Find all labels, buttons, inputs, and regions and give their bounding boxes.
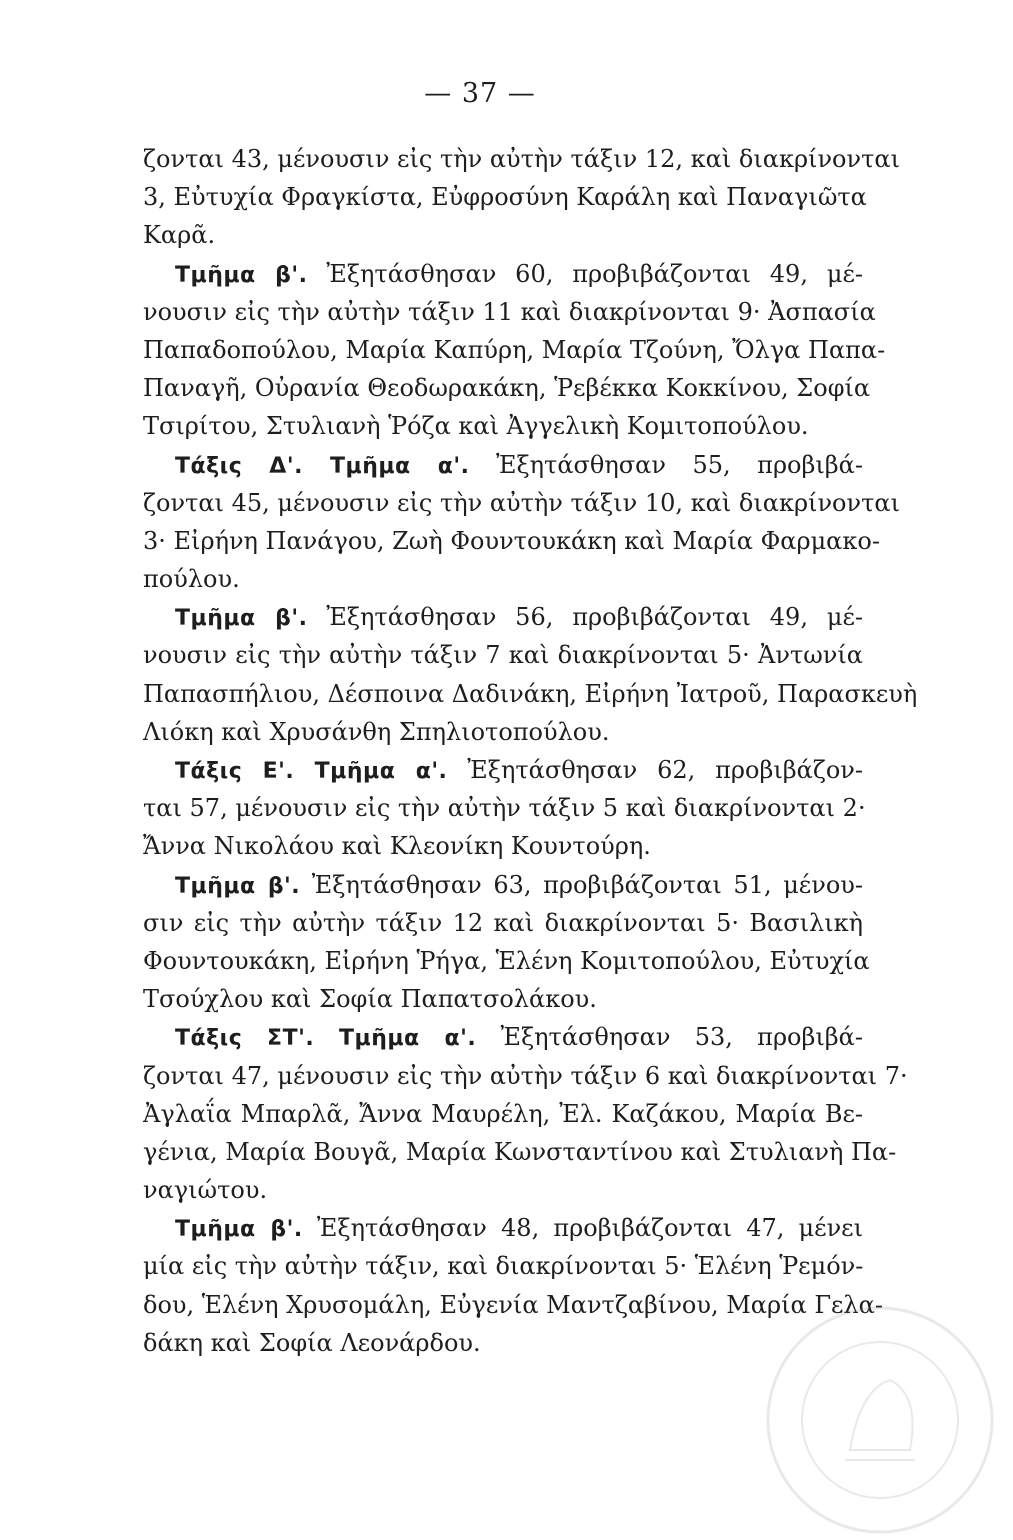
section-heading: Τάξις ΣΤ'. Τμῆμα α'. bbox=[175, 1026, 477, 1052]
text-line bbox=[143, 636, 863, 674]
text-line bbox=[143, 751, 863, 789]
text-line bbox=[143, 216, 863, 254]
text-line bbox=[143, 980, 863, 1018]
line-text: 3, Εὐτυχία Φραγκίστα, Εὐφροσύνη Καράλη καὶ Παναγιῶτα bbox=[143, 183, 867, 212]
text-line bbox=[143, 407, 863, 445]
line-text: γένια, Μαρία Βουγᾶ, Μαρία Κωνσταντίνου καὶ Στυλιανὴ Πα- bbox=[143, 1137, 897, 1166]
line-text: Τσιρίτου, Στυλιανὴ Ῥόζα καὶ Ἀγγελικὴ Κομιτοπούλου. bbox=[143, 412, 809, 441]
text-line bbox=[143, 904, 863, 942]
text-line bbox=[143, 1286, 883, 1324]
text-line bbox=[143, 522, 880, 560]
text-line bbox=[143, 942, 870, 980]
text-line bbox=[143, 789, 866, 827]
text-line bbox=[143, 713, 863, 751]
line-text: ζονται 45, μένουσιν εἰς τὴν αὐτὴν τάξιν 10, καὶ διακρίνονται bbox=[143, 488, 900, 517]
line-text: νουσιν εἰς τὴν αὐτὴν τάξιν 11 καὶ διακρίνονται 9· Ἀσπασία bbox=[143, 297, 876, 326]
text-line bbox=[143, 1095, 863, 1133]
line-text: δου, Ἑλένη Χρυσομάλη, Εὐγενία Μαντζαβίνου, Μαρία Γελα- bbox=[143, 1290, 883, 1319]
text-line bbox=[143, 1171, 863, 1209]
line-text: πούλου. bbox=[143, 565, 240, 594]
page-number: — 37 — bbox=[424, 78, 536, 109]
line-text: Ἀγλαΐα Μπαρλᾶ, Ἄννα Μαυρέλη, Ἐλ. Καζάκου, Μαρία Βε- bbox=[143, 1099, 863, 1128]
text-line bbox=[143, 827, 863, 865]
line-text: Ἐξητάσθησαν 56, προβιβάζονται 49, μέ- bbox=[326, 603, 863, 632]
line-text: Λιόκη καὶ Χρυσάνθη Σπηλιοτοπούλου. bbox=[143, 717, 610, 746]
text-line bbox=[143, 293, 876, 331]
line-text: Ἐξητάσθησαν 60, προβιβάζονται 49, μέ- bbox=[326, 259, 863, 288]
text-line bbox=[143, 140, 900, 178]
line-text: Ἐξητάσθησαν 63, προβιβάζονται 51, μένου- bbox=[311, 870, 863, 899]
text-line bbox=[143, 369, 871, 407]
line-text: μία εἰς τὴν αὐτὴν τάξιν, καὶ διακρίνονται 5· Ἑλένη Ῥεμόν- bbox=[143, 1252, 864, 1281]
text-line bbox=[143, 484, 900, 522]
section-heading: Τμῆμα β'. bbox=[175, 262, 308, 288]
line-text: Καρᾶ. bbox=[143, 221, 216, 250]
line-text: Παπασπήλιου, Δέσποινα Δαδινάκη, Εἰρήνη Ἰατροῦ, Παρασκευὴ bbox=[143, 679, 918, 708]
text-line bbox=[143, 598, 863, 636]
line-text: Παπαδοπούλου, Μαρία Καπύρη, Μαρία Τζούνη, Ὄλγα Παπα- bbox=[143, 335, 886, 364]
line-text: Φουντουκάκη, Εἰρήνη Ῥήγα, Ἑλένη Κομιτοπούλου, Εὐτυχία bbox=[143, 946, 870, 975]
section-heading: Τμῆμα β'. bbox=[175, 873, 301, 899]
section-heading: Τμῆμα β'. bbox=[175, 1217, 303, 1243]
line-text: ζονται 43, μένουσιν εἰς τὴν αὐτὴν τάξιν 12, καὶ διακρίνονται bbox=[143, 145, 900, 173]
line-text: νουσιν εἰς τὴν αὐτὴν τάξιν 7 καὶ διακρίνονται 5· Ἀντωνία bbox=[143, 641, 863, 670]
text-line bbox=[143, 1247, 863, 1285]
text-line bbox=[143, 255, 863, 293]
text-line bbox=[143, 675, 918, 713]
line-text: ται 57, μένουσιν εἰς τὴν αὐτὴν τάξιν 5 καὶ διακρίνονται 2· bbox=[143, 794, 866, 823]
line-text: Ἐξητάσθησαν 55, προβιβά- bbox=[495, 450, 863, 479]
line-text: Τσούχλου καὶ Σοφία Παπατσολάκου. bbox=[143, 985, 597, 1014]
text-line bbox=[143, 1324, 863, 1362]
line-text: Ἐξητάσθησαν 53, προβιβά- bbox=[500, 1023, 863, 1052]
text-line bbox=[143, 1018, 863, 1056]
text-line bbox=[143, 178, 867, 216]
body-text bbox=[143, 140, 918, 1362]
line-text: ζονται 47, μένουσιν εἰς τὴν αὐτὴν τάξιν 6 καὶ διακρίνονται 7· bbox=[143, 1061, 908, 1090]
section-heading: Τάξις Ε'. Τμῆμα α'. bbox=[175, 759, 448, 784]
text-line bbox=[143, 866, 863, 904]
text-line bbox=[143, 1133, 897, 1171]
text-line bbox=[143, 1057, 908, 1095]
line-text: Ἄννα Νικολάου καὶ Κλεονίκη Κουντούρη. bbox=[143, 832, 651, 861]
section-heading: Τάξις Δ'. Τμῆμα α'. bbox=[175, 453, 470, 479]
university-seal-watermark-icon bbox=[760, 1300, 1000, 1540]
line-text: 3· Εἰρήνη Πανάγου, Ζωὴ Φουντουκάκη καὶ Μαρία Φαρμακο- bbox=[143, 526, 880, 555]
text-line bbox=[143, 331, 886, 369]
text-line bbox=[143, 560, 863, 598]
line-text: δάκη καὶ Σοφία Λεονάρδου. bbox=[143, 1328, 481, 1357]
text-line bbox=[143, 1209, 863, 1247]
line-text: Ἐξητάσθησαν 62, προβιβάζον- bbox=[467, 756, 863, 784]
section-heading: Τμῆμα β'. bbox=[175, 606, 308, 632]
line-text: σιν εἰς τὴν αὐτὴν τάξιν 12 καὶ διακρίνονται 5· Βασιλικὴ bbox=[143, 908, 863, 937]
line-text: Παναγῆ, Οὐρανία Θεοδωρακάκη, Ῥεβέκκα Κοκκίνου, Σοφία bbox=[143, 374, 871, 403]
line-text: Ἐξητάσθησαν 48, προβιβάζονται 47, μένει bbox=[316, 1214, 863, 1243]
text-line bbox=[143, 446, 863, 484]
line-text: ναγιώτου. bbox=[143, 1176, 268, 1205]
